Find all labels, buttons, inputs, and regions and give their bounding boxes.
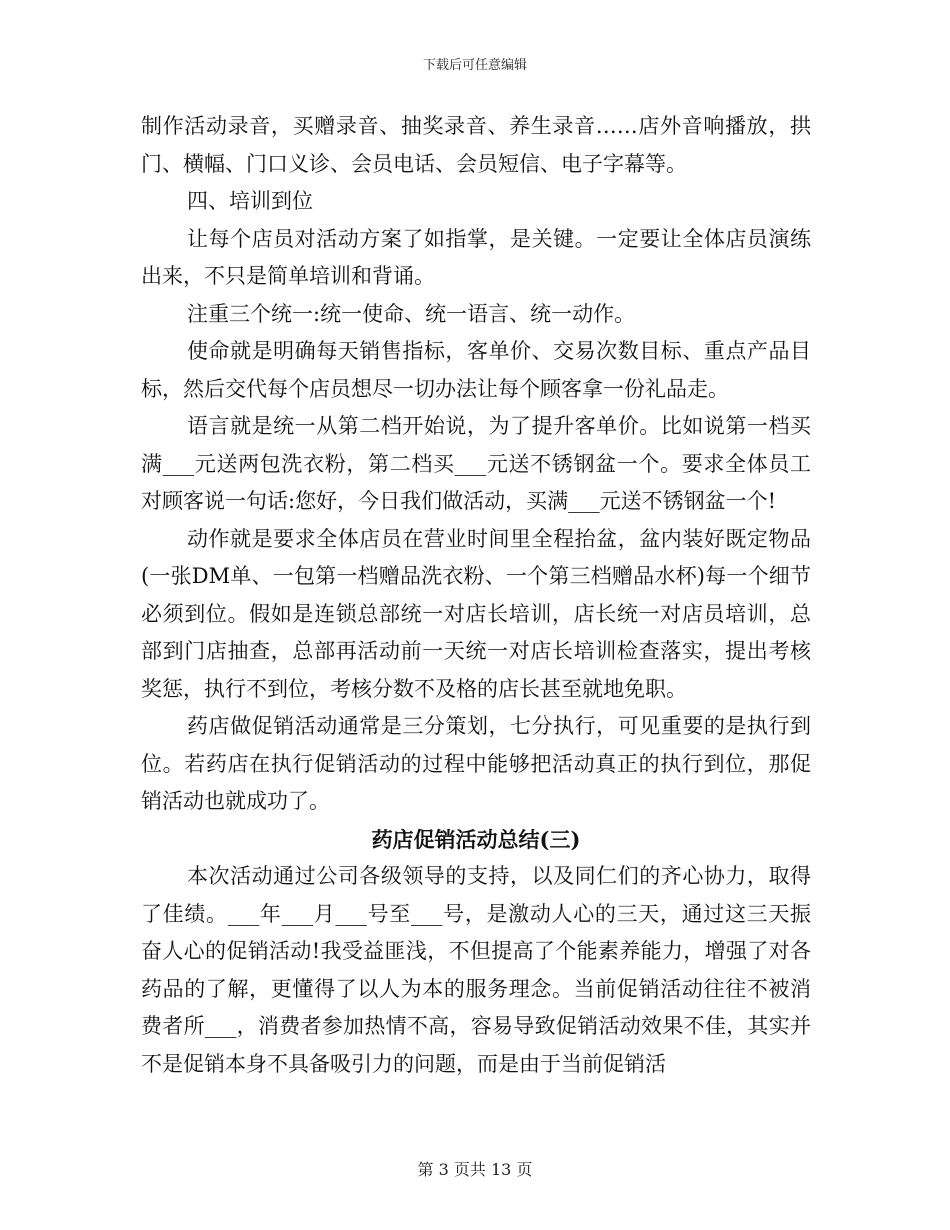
paragraph-action: 动作就是要求全体店员在营业时间里全程抬盆，盆内装好既定物品(一张DM单、一包第一档赠品洗衣粉、一个第三档赠品水杯)每一个细节必须到位。假如是连锁总部统一对店长培训，店长统一对店员培训，总部到门店抽查，总部再活动前一天统一对店长培训检查落实，提出考核奖惩，执行不到位，考核分数不及格的店长甚至就地免职。 <box>141 526 811 701</box>
paragraph-summary: 本次活动通过公司各级领导的支持，以及同仁们的齐心协力，取得了佳绩。___年___月___号至___号，是激动人心的三天，通过这三天振奋人心的促销活动!我受益匪浅，不但提高了个能素养能力，增强了对各药品的了解，更懂得了以人为本的服务理念。当前促销活动往往不被消费者所___，消费者参加热情不高，容易导致促销活动效果不佳，其实并不是促销本身不具备吸引力的问题，而是由于当前促销活 <box>141 864 811 1076</box>
heading-training: 四、培训到位 <box>187 189 313 213</box>
section-title: 药店促销活动总结(三) <box>371 826 581 852</box>
page-number-footer: 第 3 页共 13 页 <box>417 1160 533 1179</box>
paragraph-promo-audio: 制作活动录音，买赠录音、抽奖录音、养生录音……店外音响播放，拱门、横幅、门口义诊、会员电话、会员短信、电子字幕等。 <box>141 114 811 176</box>
paragraph-training-key: 让每个店员对活动方案了如指掌，是关键。一定要让全体店员演练出来，不只是简单培训和背诵。 <box>141 226 811 288</box>
paragraph-execution: 药店做促销活动通常是三分策划，七分执行，可见重要的是执行到位。若药店在执行促销活动的过程中能够把活动真正的执行到位，那促销活动也就成功了。 <box>141 714 811 813</box>
page-header-note: 下载后可任意编辑 <box>422 58 527 73</box>
paragraph-mission: 使命就是明确每天销售指标，客单价、交易次数目标、重点产品目标，然后交代每个店员想尽一切办法让每个顾客拿一份礼品走。 <box>141 339 811 401</box>
paragraph-language: 语言就是统一从第二档开始说，为了提升客单价。比如说第一档买满___元送两包洗衣粉，第二档买___元送不锈钢盆一个。要求全体员工对顾客说一句话:您好，今日我们做活动，买满___元送不锈钢盆一个! <box>141 414 811 513</box>
paragraph-three-unifications: 注重三个统一:统一使命、统一语言、统一动作。 <box>187 301 636 326</box>
document-body <box>141 108 811 1083</box>
